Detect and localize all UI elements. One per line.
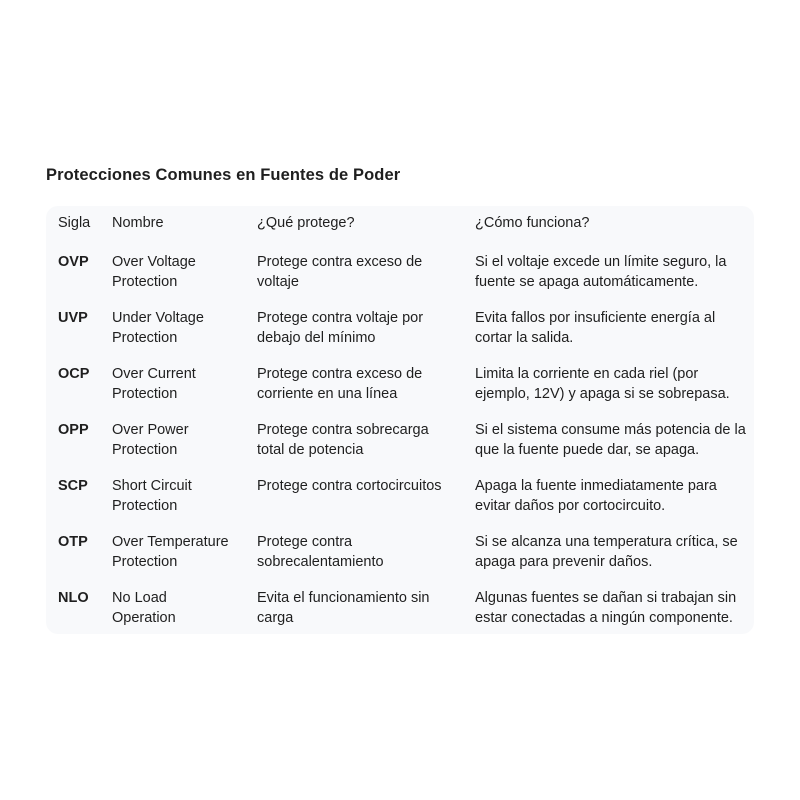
cell-funciona-line: estar conectadas a ningún componente.: [475, 610, 733, 626]
cell-nombre-line: Protection: [112, 386, 178, 402]
cell-protege-line: Evita el funcionamiento sin: [257, 590, 430, 606]
protections-table: [46, 206, 754, 642]
cell-protege: [257, 250, 475, 306]
table-row: [46, 418, 754, 474]
cell-sigla: OCP: [58, 366, 90, 382]
cell-funciona-line: Evita fallos por insuficiente energía al: [475, 310, 716, 326]
cell-funciona: [475, 474, 754, 530]
table-body: [46, 250, 754, 642]
cell-funciona-line: que la fuente puede dar, se apaga.: [475, 442, 700, 458]
cell-nombre-line: Protection: [112, 274, 178, 290]
cell-protege-line: Protege contra cortocircuitos: [257, 478, 442, 494]
header-row: [46, 206, 754, 250]
cell-sigla: OPP: [58, 422, 89, 438]
cell-funciona: [475, 306, 754, 362]
table-row: [46, 306, 754, 362]
cell-funciona-line: Si se alcanza una temperatura crítica, se: [475, 534, 738, 550]
cell-funciona: [475, 530, 754, 586]
cell-protege: [257, 306, 475, 362]
cell-funciona-line: ejemplo, 12V) y apaga si se sobrepasa.: [475, 386, 730, 402]
cell-nombre-line: Protection: [112, 330, 178, 346]
cell-nombre: [112, 362, 257, 418]
table-row: [46, 530, 754, 586]
cell-nombre: [112, 586, 257, 642]
page-title: Protecciones Comunes en Fuentes de Poder: [46, 166, 401, 184]
cell-nombre-line: Over Power: [112, 422, 189, 438]
cell-sigla: SCP: [58, 478, 88, 494]
table-row: [46, 362, 754, 418]
header-sigla: Sigla: [58, 215, 91, 231]
table-row: [46, 250, 754, 306]
cell-funciona-line: Limita la corriente en cada riel (por: [475, 366, 699, 382]
cell-funciona-line: evitar daños por cortocircuito.: [475, 498, 666, 514]
table-row: [46, 586, 754, 642]
cell-nombre-line: Under Voltage: [112, 310, 204, 326]
cell-sigla: UVP: [58, 310, 88, 326]
cell-funciona-line: Algunas fuentes se dañan si trabajan sin: [475, 590, 737, 606]
cell-protege: [257, 362, 475, 418]
cell-protege-line: Protege contra exceso de: [257, 254, 423, 270]
cell-funciona-line: Si el voltaje excede un límite seguro, la: [475, 254, 727, 270]
cell-protege-line: Protege contra: [257, 534, 353, 550]
protections-table-card: [46, 206, 754, 634]
cell-funciona: [475, 250, 754, 306]
cell-nombre-line: Protection: [112, 554, 178, 570]
cell-protege-line: debajo del mínimo: [257, 330, 376, 346]
table-header: [46, 206, 754, 250]
cell-protege-line: carga: [257, 610, 294, 626]
cell-nombre: [112, 250, 257, 306]
table-row: [46, 474, 754, 530]
cell-funciona-line: fuente se apaga automáticamente.: [475, 274, 699, 290]
header-funciona: ¿Cómo funciona?: [475, 215, 590, 231]
cell-protege-line: voltaje: [257, 274, 299, 290]
header-nombre: Nombre: [112, 215, 164, 231]
cell-sigla: NLO: [58, 590, 89, 606]
cell-protege-line: corriente en una línea: [257, 386, 398, 402]
cell-nombre-line: Short Circuit: [112, 478, 192, 494]
cell-funciona-line: Si el sistema consume más potencia de la: [475, 422, 746, 438]
cell-nombre-line: No Load: [112, 590, 167, 606]
cell-sigla: OTP: [58, 534, 88, 550]
cell-sigla: OVP: [58, 254, 89, 270]
cell-nombre-line: Over Current: [112, 366, 196, 382]
cell-protege: [257, 530, 475, 586]
cell-protege: [257, 418, 475, 474]
cell-nombre-line: Protection: [112, 442, 178, 458]
cell-protege: [257, 474, 475, 530]
cell-nombre: [112, 530, 257, 586]
cell-protege-line: Protege contra sobrecarga: [257, 422, 429, 438]
cell-funciona: [475, 418, 754, 474]
cell-protege-line: Protege contra exceso de: [257, 366, 423, 382]
cell-funciona: [475, 362, 754, 418]
cell-nombre-line: Operation: [112, 610, 176, 626]
cell-nombre: [112, 418, 257, 474]
cell-funciona: [475, 586, 754, 642]
cell-nombre-line: Over Temperature: [112, 534, 229, 550]
cell-protege: [257, 586, 475, 642]
cell-funciona-line: apaga para prevenir daños.: [475, 554, 653, 570]
cell-nombre: [112, 474, 257, 530]
cell-nombre-line: Over Voltage: [112, 254, 196, 270]
cell-protege-line: Protege contra voltaje por: [257, 310, 424, 326]
cell-nombre: [112, 306, 257, 362]
cell-funciona-line: cortar la salida.: [475, 330, 574, 346]
cell-protege-line: total de potencia: [257, 442, 364, 458]
cell-funciona-line: Apaga la fuente inmediatamente para: [475, 478, 717, 494]
cell-nombre-line: Protection: [112, 498, 178, 514]
cell-protege-line: sobrecalentamiento: [257, 554, 384, 570]
header-protege: ¿Qué protege?: [257, 215, 355, 231]
